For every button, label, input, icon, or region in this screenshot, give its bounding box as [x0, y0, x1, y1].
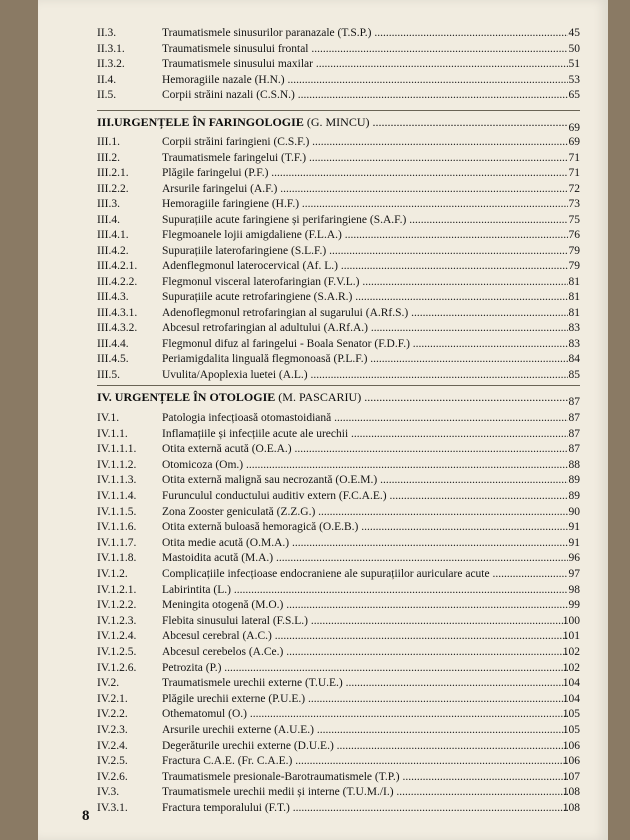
entry-title: Complicațiile infecțioase endocraniene ale supurațiilor auriculare acute .....	[162, 567, 568, 582]
section-divider	[97, 110, 580, 111]
toc-entry	[38, 337, 608, 352]
toc-entry	[38, 489, 608, 504]
toc-entry	[38, 707, 608, 722]
entry-title: Abcesul cerebelos (A.Ce.) .....	[162, 645, 568, 660]
entry-title: Traumatismele presionale-Barotraumatismele (T.P.) .....	[162, 770, 568, 785]
entry-page-number: 75	[568, 213, 580, 226]
entry-page-number: 88	[568, 458, 580, 471]
toc-entry	[38, 42, 608, 57]
toc-entry	[38, 368, 608, 383]
entry-number: IV.1.2.6.	[97, 661, 137, 674]
toc-entry	[38, 306, 608, 321]
entry-page-number: 89	[568, 490, 580, 502]
entry-number: IV.2.2.	[97, 708, 128, 721]
entry-number: II.4.	[97, 73, 117, 86]
entry-title: Hemoragiile nazale (H.N.) .....	[162, 73, 568, 88]
entry-number: IV.1.1.8.	[97, 552, 137, 565]
toc-entry	[38, 458, 608, 473]
entry-title: Plăgile urechii externe (P.U.E.) .....	[162, 692, 568, 707]
entry-number: III.4.3.2.	[97, 322, 138, 334]
entry-title: Otita medie acută (O.M.A.) .....	[162, 536, 568, 551]
entry-page-number: 50	[568, 42, 580, 55]
entry-page-number: 79	[568, 244, 580, 257]
entry-number: IV.1.2.5.	[97, 646, 137, 658]
entry-page-number: 91	[568, 536, 580, 549]
entry-number: IV.2.3.	[97, 724, 128, 736]
entry-page-number: 89	[568, 474, 580, 487]
entry-number: II.3.	[97, 27, 117, 39]
entry-title: Arsurile urechii externe (A.U.E.) .....	[162, 723, 568, 738]
toc-entry	[38, 661, 608, 676]
toc-entry	[38, 166, 608, 181]
section-title: III.URGENȚELE ÎN FARINGOLOGIE	[97, 115, 304, 129]
entry-number: IV.1.2.3.	[97, 614, 137, 627]
entry-number: III.3.	[97, 198, 120, 210]
entry-number: III.4.2.1.	[97, 260, 138, 272]
toc-entry	[38, 290, 608, 305]
entry-number: IV.3.1.	[97, 802, 128, 814]
entry-page-number: 107	[562, 770, 580, 783]
entry-number: III.1.	[97, 136, 120, 148]
entry-page-number: 85	[568, 368, 580, 381]
entry-page-number: 87	[568, 412, 580, 424]
section-divider	[97, 385, 580, 386]
entry-number: IV.1.	[97, 412, 120, 424]
entry-number: III.4.4.	[97, 337, 129, 350]
entry-title: Adenflegmonul laterocervical (Af. L.) .....	[162, 259, 568, 274]
entry-title: Patologia infecțioasă otomastoidiană .....	[162, 411, 568, 426]
entry-page-number: 72	[568, 182, 580, 195]
toc-entry	[38, 321, 608, 336]
toc-entry	[38, 352, 608, 367]
toc-entry	[38, 520, 608, 535]
book-page	[38, 0, 608, 840]
entry-page-number: 97	[568, 568, 580, 580]
entry-page-number: 90	[568, 505, 580, 518]
entry-page-number: 105	[562, 724, 580, 736]
toc-entry	[38, 259, 608, 274]
toc-entry	[38, 442, 608, 457]
toc-entry	[38, 473, 608, 488]
entry-page-number: 100	[562, 614, 580, 627]
toc-entry	[38, 785, 608, 800]
entry-title: Adenoflegmonul retrofaringian al sugarului (A.Rf.S.) .....	[162, 306, 568, 321]
entry-page-number: 84	[568, 353, 580, 365]
entry-title: Hemoragiile faringiene (H.F.) .....	[162, 197, 568, 212]
entry-title: Degerăturile urechii externe (D.U.E.) .....	[162, 739, 568, 754]
entry-page-number: 76	[568, 229, 580, 241]
entry-title: Corpii străini faringieni (C.S.F.) .....	[162, 135, 568, 150]
entry-number: IV.2.5.	[97, 755, 128, 768]
toc-entry	[38, 275, 608, 290]
toc-entry	[38, 151, 608, 166]
entry-title: Supurațiile acute retrofaringiene (S.A.R.) .....	[162, 290, 568, 305]
entry-title: Meningita otogenă (M.O.) .....	[162, 598, 568, 613]
toc-entry	[38, 244, 608, 259]
entry-number: IV.1.2.1.	[97, 583, 137, 596]
entry-number: IV.1.2.4.	[97, 630, 137, 643]
entry-page-number: 65	[568, 89, 580, 102]
entry-page-number: 71	[568, 167, 580, 179]
entry-title: Supurațiile acute faringiene și perifaringiene (S.A.F.) .....	[162, 213, 568, 228]
entry-title: Otita externă buloasă hemoragică (O.E.B.) .....	[162, 520, 568, 535]
entry-title: Otomicoza (Om.) .....	[162, 458, 568, 473]
toc-entry	[38, 57, 608, 72]
entry-number: II.3.2.	[97, 58, 125, 71]
entry-page-number: 87	[568, 443, 580, 456]
entry-number: IV.1.1.3.	[97, 474, 137, 487]
entry-title: Furunculul conductului auditiv extern (F.C.A.E.) .....	[162, 489, 568, 504]
toc-entry	[38, 427, 608, 442]
entry-page-number: 69	[568, 136, 580, 148]
toc-entry	[38, 228, 608, 243]
entry-number: III.4.3.	[97, 291, 129, 303]
entry-page-number: 51	[568, 58, 580, 71]
entry-page-number: 81	[568, 306, 580, 319]
toc-entry	[38, 770, 608, 785]
entry-number: IV.2.4.	[97, 739, 128, 752]
toc-entry	[38, 567, 608, 582]
toc-entry	[38, 583, 608, 598]
entry-title: Otita externă malignă sau necrozantă (O.E.M.) .....	[162, 473, 568, 488]
entry-title: Traumatismele faringelui (T.F.) .....	[162, 151, 568, 166]
entry-number: IV.2.1.	[97, 692, 128, 705]
entry-page-number: 91	[568, 521, 580, 534]
toc-entry	[38, 723, 608, 738]
entry-number: IV.1.1.4.	[97, 490, 137, 502]
toc-entry	[38, 536, 608, 551]
entry-page-number: 104	[562, 677, 580, 690]
toc-entry	[38, 26, 608, 41]
entry-page-number: 53	[568, 73, 580, 86]
entry-page-number: 108	[562, 786, 580, 799]
entry-number: IV.1.2.	[97, 568, 128, 580]
entry-number: III.4.2.2.	[97, 275, 138, 288]
entry-title: Supurațiile laterofaringiene (S.L.F.) .....	[162, 244, 568, 259]
toc-entry	[38, 73, 608, 88]
toc-entry	[38, 739, 608, 754]
entry-page-number: 99	[568, 599, 580, 612]
toc-entry	[38, 182, 608, 197]
entry-page-number: 106	[562, 755, 580, 768]
entry-title: Traumatismele sinusului maxilar .....	[162, 57, 568, 72]
entry-number: IV.1.1.2.	[97, 458, 137, 471]
entry-number: II.3.1.	[97, 42, 125, 55]
entry-number: III.5.	[97, 368, 120, 381]
entry-title: Fractura temporalului (F.T.) .....	[162, 801, 568, 816]
toc-entry	[38, 197, 608, 212]
section-page-number: 69	[568, 122, 580, 134]
entry-number: III.2.	[97, 151, 120, 164]
entry-title: Traumatismele sinusurilor paranazale (T.S.P.) .....	[162, 26, 568, 41]
entry-page-number: 81	[568, 275, 580, 288]
entry-page-number: 71	[568, 151, 580, 164]
entry-number: IV.1.1.6.	[97, 521, 137, 534]
entry-page-number: 98	[568, 583, 580, 596]
entry-number: IV.1.1.5.	[97, 505, 137, 518]
section-page-number: 87	[568, 396, 580, 408]
entry-title: Inflamațiile și infecțiile acute ale urechii .....	[162, 427, 568, 442]
entry-number: III.4.3.1.	[97, 306, 138, 319]
entry-number: III.2.1.	[97, 167, 129, 179]
toc-entry	[38, 135, 608, 150]
entry-number: III.4.5.	[97, 353, 129, 365]
entry-title: Traumatismele urechii externe (T.U.E.) .....	[162, 676, 568, 691]
entry-number: IV.2.	[97, 677, 120, 690]
entry-page-number: 83	[568, 322, 580, 334]
entry-page-number: 106	[562, 739, 580, 752]
entry-page-number: 79	[568, 260, 580, 272]
entry-page-number: 105	[562, 708, 580, 721]
entry-page-number: 73	[568, 198, 580, 210]
entry-title: Traumatismele sinusului frontal .....	[162, 42, 568, 57]
entry-number: IV.3.	[97, 786, 120, 799]
entry-title: Otita externă acută (O.E.A.) .....	[162, 442, 568, 457]
entry-title: Traumatismele urechii medii și interne (T.U.M./I.) .....	[162, 785, 568, 800]
entry-title: Corpii străini nazali (C.S.N.) .....	[162, 88, 568, 103]
entry-number: II.5.	[97, 89, 117, 102]
entry-title: Uvulita/Apoplexia luetei (A.L.) .....	[162, 368, 568, 383]
page-number: 8	[82, 808, 90, 824]
entry-title: Flegmoanele lojii amigdaliene (F.L.A.) .....	[162, 228, 568, 243]
toc-entry	[38, 411, 608, 426]
toc-entry	[38, 676, 608, 691]
toc-entry	[38, 88, 608, 103]
entry-page-number: 108	[562, 802, 580, 814]
entry-page-number: 45	[568, 27, 580, 39]
toc-entry	[38, 614, 608, 629]
entry-page-number: 96	[568, 552, 580, 565]
entry-number: IV.1.1.7.	[97, 536, 137, 549]
toc-entry	[38, 505, 608, 520]
entry-title: Zona Zooster geniculată (Z.Z.G.) .....	[162, 505, 568, 520]
entry-page-number: 102	[562, 661, 580, 674]
toc-entry	[38, 801, 608, 816]
entry-title: Abcesul retrofaringian al adultului (A.Rf.A.) .....	[162, 321, 568, 336]
toc-entry	[38, 629, 608, 644]
section-heading-faringologie	[97, 114, 568, 130]
entry-page-number: 83	[568, 337, 580, 350]
entry-page-number: 87	[568, 427, 580, 440]
entry-title: Flebita sinusului lateral (F.S.L.) .....	[162, 614, 568, 629]
entry-page-number: 104	[562, 692, 580, 705]
entry-title: Plăgile faringelui (P.F.) .....	[162, 166, 568, 181]
entry-title: Petrozita (P.) .....	[162, 661, 568, 676]
toc-entry	[38, 598, 608, 613]
entry-page-number: 102	[562, 646, 580, 658]
entry-number: IV.1.1.1.	[97, 443, 137, 456]
entry-title: Fractura C.A.E. (Fr. C.A.E.) .....	[162, 754, 568, 769]
toc-entry	[38, 645, 608, 660]
section-title: IV. URGENȚELE ÎN OTOLOGIE	[97, 390, 276, 404]
section-author: (G. MINCU)	[306, 115, 370, 129]
entry-number: IV.2.6.	[97, 770, 128, 783]
entry-number: IV.1.2.2.	[97, 599, 137, 612]
section-heading-otologie	[97, 389, 568, 405]
entry-title: Arsurile faringelui (A.F.) .....	[162, 182, 568, 197]
toc-entry	[38, 754, 608, 769]
entry-page-number: 101	[562, 630, 580, 643]
toc-entry	[38, 213, 608, 228]
entry-title: Labirintita (L.) .....	[162, 583, 568, 598]
entry-number: III.2.2.	[97, 182, 129, 195]
entry-page-number: 81	[568, 291, 580, 303]
entry-title: Flegmonul difuz al faringelui - Boala Senator (F.D.F.) .....	[162, 337, 568, 352]
entry-number: III.4.	[97, 213, 120, 226]
entry-title: Abcesul cerebral (A.C.) .....	[162, 629, 568, 644]
entry-title: Flegmonul visceral laterofaringian (F.V.L.) .....	[162, 275, 568, 290]
entry-title: Periamigdalita linguală flegmonoasă (P.L.F.) .....	[162, 352, 568, 367]
entry-number: IV.1.1.	[97, 427, 128, 440]
toc-entry	[38, 692, 608, 707]
entry-title: Othematomul (O.) .....	[162, 707, 568, 722]
section-author: (M. PASCARIU)	[278, 390, 362, 404]
entry-title: Mastoidita acută (M.A.) .....	[162, 551, 568, 566]
entry-number: III.4.2.	[97, 244, 129, 257]
entry-number: III.4.1.	[97, 229, 129, 241]
toc-entry	[38, 551, 608, 566]
